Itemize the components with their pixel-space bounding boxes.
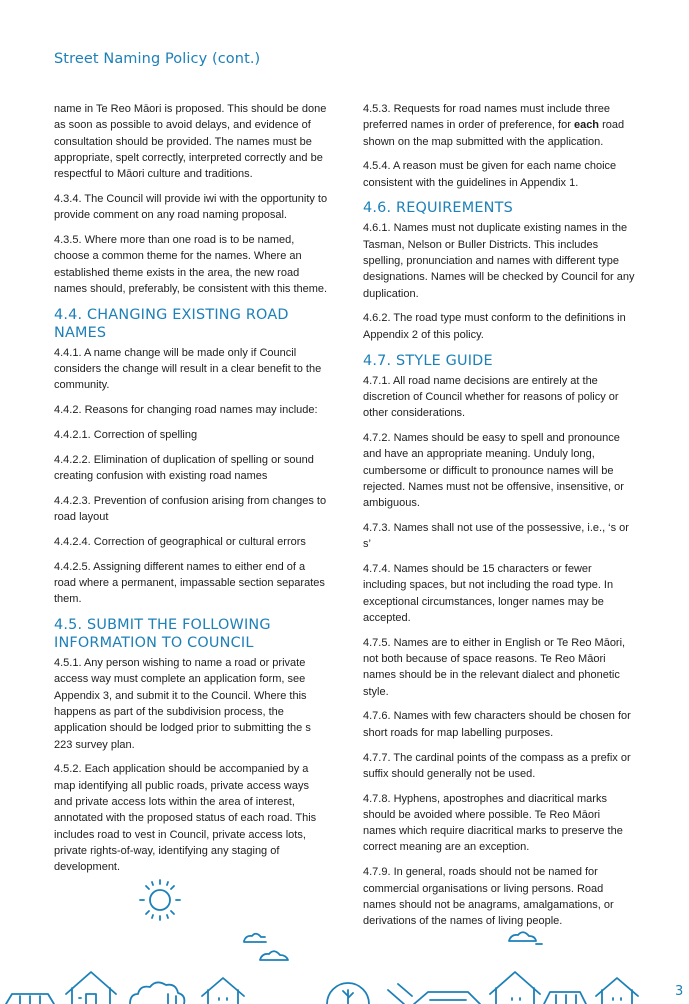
- heading-4-5: 4.5. SUBMIT THE FOLLOWING INFORMATION TO COUNCIL: [54, 617, 271, 652]
- page-header-title: Street Naming Policy (cont.): [54, 51, 261, 67]
- paragraph-4-7-7: 4.7.7. The cardinal points of the compass as a prefix or suffix should generally not be used.: [363, 751, 631, 780]
- paragraph-4-7-4: 4.7.4. Names should be 15 characters or fewer including spaces, but not including the road type. In exceptional circumstances, longer names may be accepted.: [363, 563, 614, 624]
- paragraph-4-7-8: 4.7.8. Hyphens, apostrophes and diacritical marks should be avoided where possible. Te Reo Māori names which require diacritical marks to preserve the correct meaning are an exception.: [363, 792, 623, 854]
- house-icon: [596, 978, 638, 1004]
- heading-4-4: 4.4. CHANGING EXISTING ROAD NAMES: [54, 306, 289, 341]
- cloud-icon: [509, 932, 542, 944]
- paragraph-4-7-5: 4.7.5. Names are to either in English or Te Reo Māori, not both because of space reasons. Te Reo Māori names should be in the relevant dialect and phonetic style.: [363, 636, 626, 698]
- paragraph-4-4-2-5: 4.4.2.5. Assigning different names to either end of a road where a permanent, impassable section separates them.: [54, 560, 325, 606]
- paragraph-4-4-1: 4.4.1. A name change will be made only if Council considers the change will result in a clear benefit to the community.: [54, 346, 322, 392]
- cloud-icon: [244, 934, 266, 942]
- paragraph-4-7-1: 4.7.1. All road name decisions are entirely at the discretion of Council whether for reasons of policy or other considerations.: [363, 374, 619, 420]
- paragraph-4-3-4: 4.3.4. The Council will provide iwi with the opportunity to provide comment on any road naming proposal.: [54, 192, 328, 222]
- paragraph-4-7-3: 4.7.3. Names shall not use of the possessive, i.e., ‘s or s’: [363, 521, 629, 551]
- tree-icon: [130, 982, 184, 1004]
- paragraph-continued: name in Te Reo Māori is proposed. This should be done as soon as possible to avoid delays, and evidence of consultation should be provided. The names must be appropriate, spelt correctly, interpreted correctly and be respectful to Māori culture and traditions.: [54, 103, 327, 181]
- paragraph-4-4-2-4: 4.4.2.4. Correction of geographical or cultural errors: [54, 535, 306, 548]
- page-number: 3: [675, 984, 684, 999]
- sun-icon: [140, 880, 180, 920]
- paragraph-4-4-2: 4.4.2. Reasons for changing road names may include:: [54, 404, 318, 417]
- paragraph-4-6-2: 4.6.2. The road type must conform to the definitions in Appendix 2 of this policy.: [363, 312, 626, 341]
- heading-4-6: 4.6. REQUIREMENTS: [363, 200, 513, 217]
- house-icon: [66, 972, 116, 1004]
- paragraph-4-4-2-3: 4.4.2.3. Prevention of confusion arising from changes to road layout: [54, 494, 327, 524]
- paragraph-4-3-5: 4.3.5. Where more than one road is to be named, choose a common theme for the names. Where an established theme exists in the area, the new road names should, preferably, be consistent with this theme.: [54, 234, 328, 295]
- roof-icon: [6, 994, 54, 1004]
- paragraph-4-4-2-1: 4.4.2.1. Correction of spelling: [54, 428, 198, 441]
- paragraph-4-5-2: 4.5.2. Each application should be accompanied by a map identifying all public roads, private access ways and private access lots within the area of interest, annotated with the proposed status of each road. This includes road to vest in Council, private access lots, private rights-of-way, identifying any staging of development.: [54, 763, 317, 874]
- paragraph-4-7-6: 4.7.6. Names with few characters should be chosen for short roads for map labelling purposes.: [363, 710, 631, 739]
- paragraph-4-7-9: 4.7.9. In general, roads should not be named for commercial organisations or living persons. Road names should not be anagrams, amalgamations, or derivations of the names of living people.: [363, 866, 614, 928]
- paragraph-4-4-2-2: 4.4.2.2. Elimination of duplication of spelling or sound creating confusion with existing road names: [54, 453, 314, 483]
- paragraph-4-5-3-part-a: 4.5.3. Requests for road names must include three preferred names in order of preference, for: [363, 103, 611, 132]
- roof-icon: [544, 992, 586, 1004]
- paragraph-4-6-1: 4.6.1. Names must not duplicate existing names in the Tasman, Nelson or Buller Districts. This includes spelling, pronunciation and names with different type designations. Names will be checked by Council for any duplication.: [363, 222, 635, 300]
- paragraph-4-5-3-emphasis: each: [573, 119, 600, 132]
- paragraph-4-7-2: 4.7.2. Names should be easy to spell and pronounce and have an appropriate meaning. Unduly long, cumbersome or difficult to pronounce names will be rejected. Names must not be offensive, insensitive, or ambiguous.: [363, 431, 624, 510]
- paragraph-4-5-4: 4.5.4. A reason must be given for each name choice consistent with the guidelines in Appendix 1.: [363, 160, 617, 189]
- heading-4-7: 4.7. STYLE GUIDE: [363, 352, 493, 369]
- tree-icon: [327, 983, 369, 1004]
- paragraph-4-5-3-part-c: road shown on the map submitted with the application.: [363, 119, 625, 148]
- house-icon: [490, 972, 540, 1004]
- house-icon: [202, 978, 244, 1004]
- cloud-icon: [260, 951, 288, 960]
- paragraph-4-5-1: 4.5.1. Any person wishing to name a road or private access way must complete an application form, see Appendix 3, and submit it to the Council. Where this happens as part of the subdivision process, the application should be lodged prior to submitting the s 223 survey plan.: [54, 657, 311, 751]
- roof-icon: [388, 984, 480, 1004]
